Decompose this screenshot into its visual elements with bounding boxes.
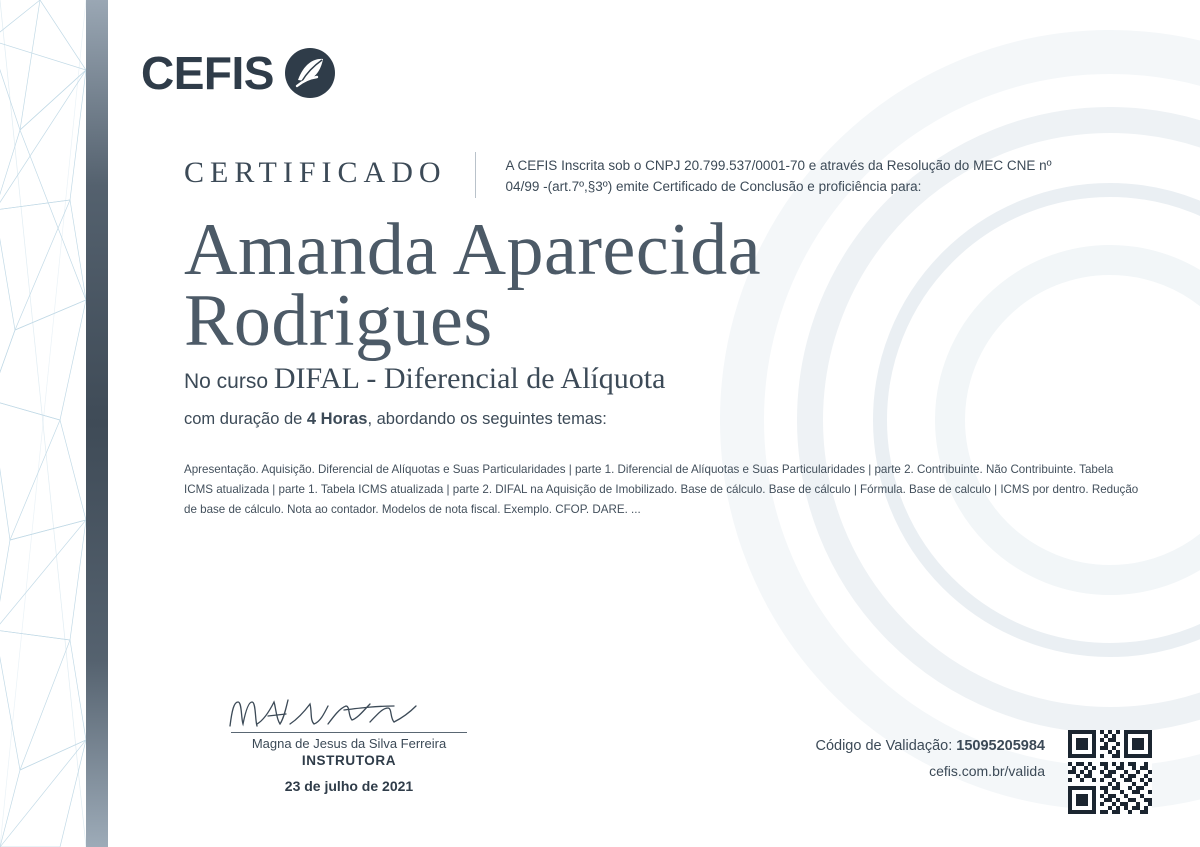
brand-logo bbox=[141, 47, 336, 99]
validation-url[interactable]: cefis.com.br/valida bbox=[929, 763, 1045, 779]
signature-line bbox=[231, 732, 467, 733]
duration-value: 4 Horas bbox=[306, 410, 368, 428]
duration-prefix: com duração de bbox=[184, 410, 307, 428]
course-topics: Apresentação. Aquisição. Diferencial de Alíquotas e Suas Particularidades | parte 1. Diferencial de Alíquotas e Suas Particularidades | parte 2. Contribuinte. Não Contribuinte. Tabela ICMS atualizada | parte 1. Tabela ICMS atualizada | parte 2. DIFAL na Aquisição de Imobilizado. Base de cálculo. Base de cálculo | Fórmula. Base de calculo | ICMS por dentro. Redução de base de cálculo. Nota ao contador. Modelos de nota fiscal. Exemplo. CFOP. DARE. ... bbox=[184, 463, 1139, 516]
course-prefix: No curso bbox=[184, 370, 274, 393]
duration-line bbox=[184, 410, 607, 429]
decorative-mesh-left bbox=[0, 0, 86, 847]
validation-block bbox=[815, 738, 1045, 779]
validation-code-row bbox=[815, 738, 1045, 754]
header-divider bbox=[475, 152, 476, 198]
instructor-role: INSTRUTORA bbox=[301, 753, 397, 768]
student-name: Amanda Aparecida Rodrigues bbox=[184, 209, 762, 363]
duration-suffix: , abordando os seguintes temas: bbox=[367, 410, 607, 428]
legal-statement: A CEFIS Inscrita sob o CNPJ 20.799.537/0001-70 e através da Resolução do MEC CNE nº 04/99 -(art.7º,§3º) emite Certificado de Conclusão e proficiência para: bbox=[505, 158, 1052, 194]
validation-code: 15095205984 bbox=[956, 738, 1045, 754]
course-name: DIFAL - Diferencial de Alíquota bbox=[273, 362, 666, 395]
handwritten-signature-icon bbox=[184, 694, 514, 732]
brand-name: CEFIS bbox=[141, 47, 274, 99]
instructor-name: Magna de Jesus da Silva Ferreira bbox=[251, 736, 447, 751]
decorative-vertical-band bbox=[86, 0, 108, 847]
cefis-feather-circle-icon bbox=[284, 47, 336, 99]
validation-label: Código de Validação: bbox=[815, 738, 957, 754]
issue-date: 23 de julho de 2021 bbox=[284, 778, 414, 794]
signature-block bbox=[184, 694, 514, 768]
qr-code-icon[interactable] bbox=[1068, 730, 1152, 814]
course-line bbox=[184, 362, 665, 396]
page-title: CERTIFICADO bbox=[184, 156, 447, 189]
certificate-header bbox=[184, 152, 1144, 198]
